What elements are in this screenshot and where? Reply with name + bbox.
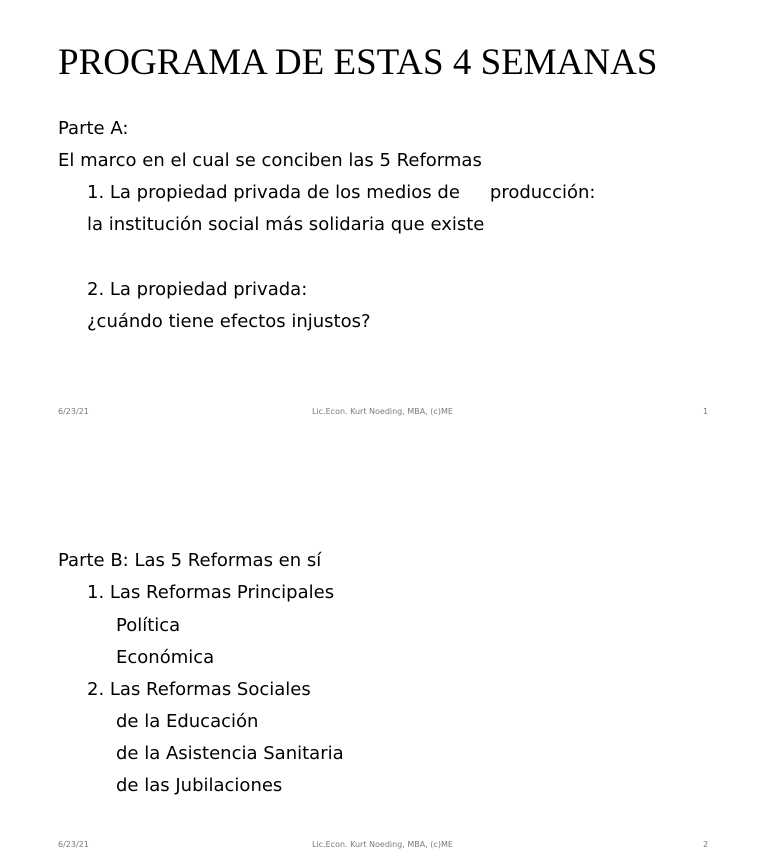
slide-1 <box>0 0 768 430</box>
sub-item-asistencia-sanitaria: de la Asistencia Sanitaria <box>116 743 344 764</box>
part-a-heading: Parte A: <box>58 118 129 139</box>
footer-date: 6/23/21 <box>58 840 89 849</box>
footer-page-number: 1 <box>703 407 709 416</box>
footer-author: Lic.Econ. Kurt Noeding, MBA, (c)ME <box>312 840 453 849</box>
list-item-2-subtext: ¿cuándo tiene efectos injustos? <box>87 311 371 332</box>
footer-date: 6/23/21 <box>58 407 89 416</box>
list-item-1-continued: producción: <box>489 182 596 203</box>
list-item-1-subtext: la institución social más solidaria que existe <box>87 214 485 235</box>
footer-page-number: 2 <box>703 840 709 849</box>
slide-title: PROGRAMA DE ESTAS 4 SEMANAS <box>58 42 658 83</box>
sub-item-jubilaciones: de las Jubilaciones <box>116 775 283 796</box>
list-item-1 <box>87 181 595 205</box>
sub-item-economica: Económica <box>116 647 215 668</box>
part-b-heading: Parte B: Las 5 Reformas en sí <box>58 550 322 571</box>
list-item-2: 2. La propiedad privada: <box>87 279 308 300</box>
footer-author: Lic.Econ. Kurt Noeding, MBA, (c)ME <box>312 407 453 416</box>
list-item-2: 2. Las Reformas Sociales <box>87 679 311 700</box>
sub-item-politica: Política <box>116 615 181 636</box>
list-item-1-text: 1. La propiedad privada de los medios de <box>87 182 460 203</box>
slide-2 <box>0 430 768 866</box>
part-a-intro: El marco en el cual se conciben las 5 Reformas <box>58 150 482 171</box>
sub-item-educacion: de la Educación <box>116 711 259 732</box>
list-item-1: 1. Las Reformas Principales <box>87 582 335 603</box>
